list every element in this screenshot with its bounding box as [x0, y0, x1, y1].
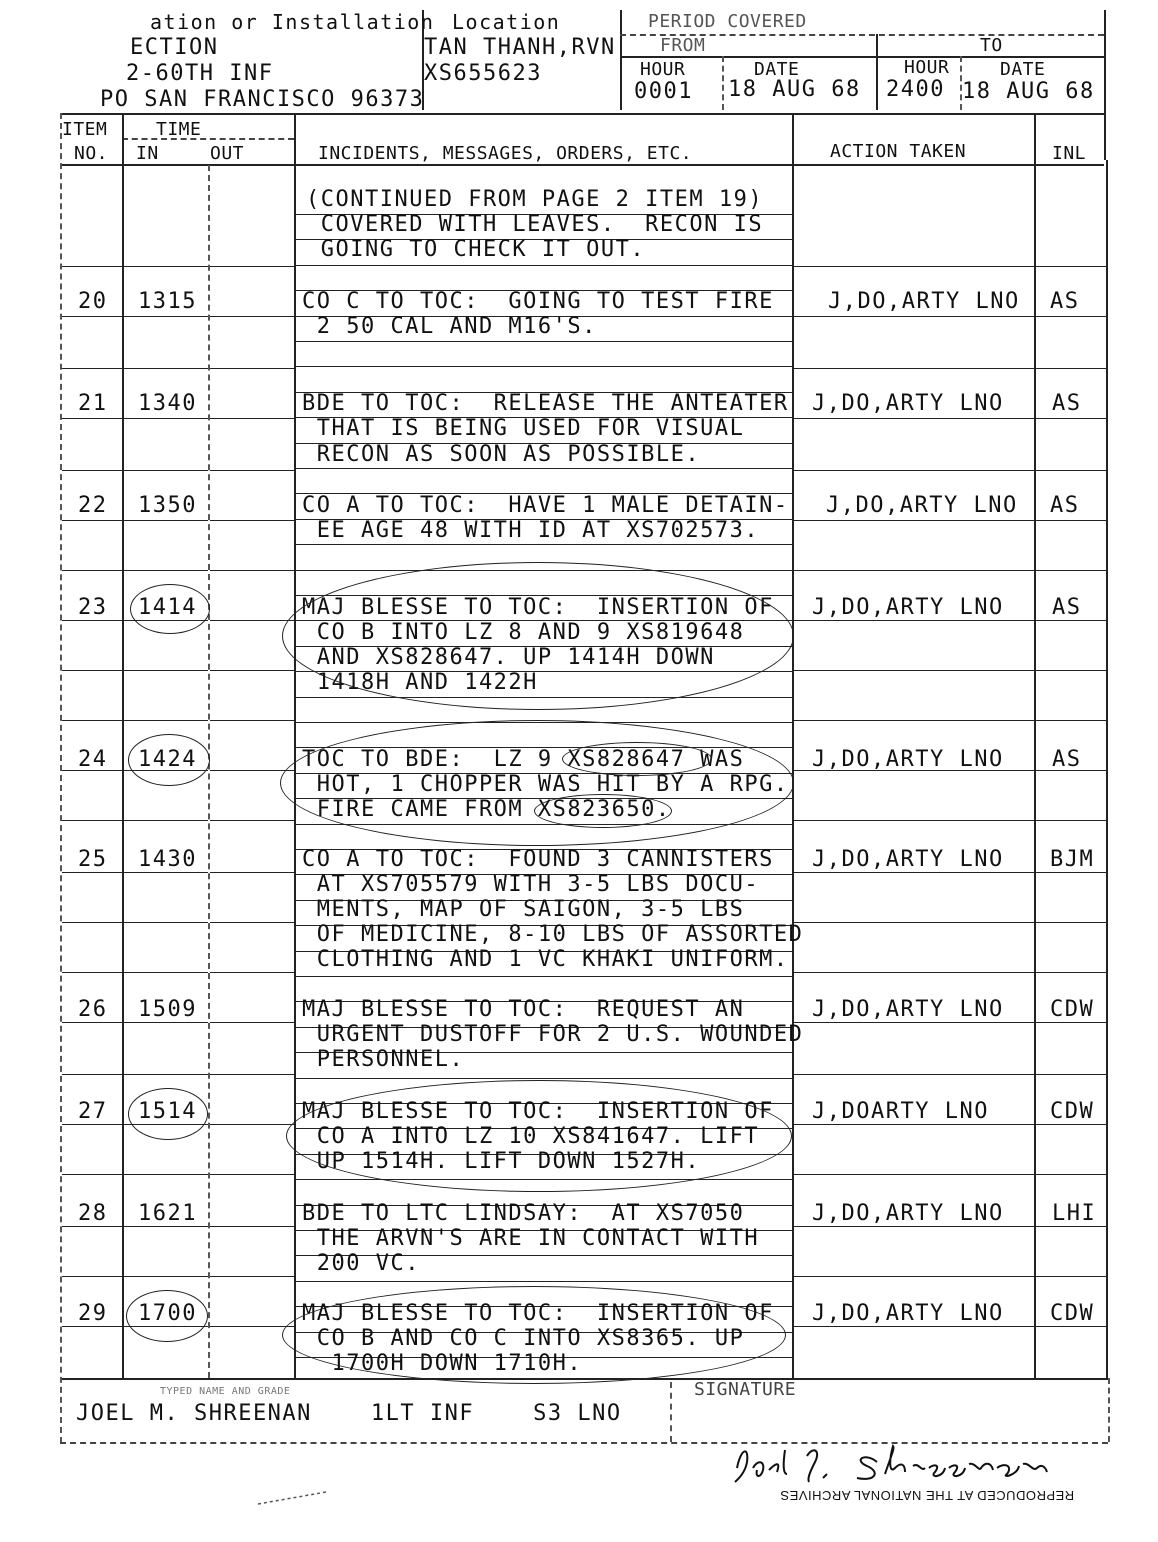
entry-text-line: (CONTINUED FROM PAGE 2 ITEM 19): [306, 187, 764, 212]
ruled-line: [210, 670, 294, 671]
ruled-line: [62, 1326, 122, 1327]
entry-text-line: AND XS828647. UP 1414H DOWN: [302, 645, 715, 670]
entry-text-line: CO A TO TOC: FOUND 3 CANNISTERS: [302, 847, 774, 872]
ruled-line: [124, 570, 208, 571]
ruled-line: [210, 1226, 294, 1227]
time-in: 1700: [138, 1301, 197, 1326]
ruled-line: [124, 368, 208, 369]
location-label: Location: [452, 10, 561, 34]
ruled-line: [124, 470, 208, 471]
entry-circle: [286, 1080, 792, 1192]
entry-text-line: HOT, 1 CHOPPER WAS HIT BY A RPG.: [302, 772, 789, 797]
ruled-line: [62, 720, 122, 721]
item-number: 26: [78, 997, 108, 1022]
ruled-line: [124, 1276, 208, 1277]
location-line-1: TAN THANH,RVN: [424, 35, 616, 60]
time-in: 1424: [138, 747, 197, 772]
from-hour-label: HOUR: [640, 59, 686, 80]
item-number: 21: [78, 391, 108, 416]
item-header: ITEM: [62, 119, 108, 140]
signature-graphic: [729, 1438, 1049, 1486]
item-number: 29: [78, 1301, 108, 1326]
ruled-line: [1036, 470, 1106, 471]
initials: CDW: [1050, 997, 1095, 1022]
entry-text-line: FIRE CAME FROM XS823650.: [302, 797, 671, 822]
ruled-line: [794, 470, 1034, 471]
grid-circle: [534, 794, 672, 828]
right-border: [1104, 10, 1106, 160]
from-hour: 0001: [634, 79, 693, 104]
ruled-line: [794, 670, 1034, 671]
signature: [686, 1398, 1049, 1535]
ruled-line: [1036, 720, 1106, 721]
ruled-line: [210, 1326, 294, 1327]
ruled-line: [124, 820, 208, 821]
initials: BJM: [1050, 847, 1095, 872]
time-in: 1509: [138, 997, 197, 1022]
entry-text-line: GOING TO CHECK IT OUT.: [306, 237, 646, 262]
ruled-line: [124, 922, 208, 923]
time-circle: [126, 1290, 208, 1342]
ruled-line: [794, 1022, 1034, 1023]
entry-text-line: 2 50 CAL AND M16'S.: [302, 314, 597, 339]
table-top-rule: [60, 113, 1104, 115]
initials: AS: [1050, 493, 1080, 518]
ruled-line: [62, 470, 122, 471]
ruled-line: [62, 620, 122, 621]
entry-text-line: BDE TO TOC: RELEASE THE ANTEATER: [302, 391, 789, 416]
action-taken: J,DO,ARTY LNO: [812, 847, 1004, 872]
time-rule: [122, 138, 294, 140]
scan-mark: [256, 1488, 336, 1508]
ruled-line: [794, 368, 1034, 369]
time-in: 1315: [138, 289, 197, 314]
col-divider-inl: [1034, 113, 1036, 1379]
ruled-line: [1036, 368, 1106, 369]
ruled-line: [210, 620, 294, 621]
entry-text-line: CO A INTO LZ 10 XS841647. LIFT: [302, 1124, 760, 1149]
ruled-line: [1036, 1124, 1106, 1125]
ruled-line: [794, 720, 1034, 721]
action-taken: J,DO,ARTY LNO: [812, 1301, 1004, 1326]
ruled-line: [62, 1276, 122, 1277]
ruled-line: [62, 670, 122, 671]
ruled-line: [1036, 872, 1106, 873]
to-date: 18 AUG 68: [962, 79, 1095, 104]
ruled-line: [296, 341, 792, 342]
time-circle: [128, 1088, 208, 1140]
ruled-line: [124, 520, 208, 521]
initials: AS: [1050, 289, 1080, 314]
entry-circle: [282, 562, 794, 710]
item-number: 25: [78, 847, 108, 872]
ruled-line: [296, 366, 792, 367]
from-date-label: DATE: [754, 59, 800, 80]
ruled-line: [124, 418, 208, 419]
incidents-header: INCIDENTS, MESSAGES, ORDERS, ETC.: [318, 143, 693, 164]
entry-text-line: 200 VC.: [302, 1251, 420, 1276]
ruled-line: [296, 468, 792, 469]
period-divider: [722, 56, 724, 110]
entry-text-line: COVERED WITH LEAVES. RECON IS: [306, 212, 764, 237]
item-number: 22: [78, 493, 108, 518]
ruled-line: [1036, 620, 1106, 621]
ruled-line: [1036, 1074, 1106, 1075]
ruled-line: [124, 972, 208, 973]
to-hour: 2400: [886, 77, 945, 102]
time-in: 1514: [138, 1099, 197, 1124]
ruled-line: [794, 1326, 1034, 1327]
ruled-line: [62, 1226, 122, 1227]
entry-text-line: BDE TO LTC LINDSAY: AT XS7050: [302, 1201, 745, 1226]
time-in: 1414: [138, 595, 197, 620]
entry-text-line: EE AGE 48 WITH ID AT XS702573.: [302, 518, 760, 543]
ruled-line: [210, 316, 294, 317]
ruled-line: [1036, 1326, 1106, 1327]
ruled-line: [1036, 1226, 1106, 1227]
ruled-line: [210, 1022, 294, 1023]
ruled-line: [210, 470, 294, 471]
ruled-line: [210, 1074, 294, 1075]
ruled-line: [1036, 1022, 1106, 1023]
org-line-2: 2-60TH INF: [126, 61, 274, 86]
action-taken: J,DOARTY LNO: [812, 1099, 989, 1124]
item-number: 27: [78, 1099, 108, 1124]
ruled-line: [210, 570, 294, 571]
action-header: ACTION TAKEN: [830, 141, 967, 162]
item-no-header: NO.: [74, 143, 109, 164]
ruled-line: [296, 544, 792, 545]
entry-text-line: MAJ BLESSE TO TOC: INSERTION OF: [302, 595, 774, 620]
location-line-2: XS655623: [424, 61, 542, 86]
to-label: TO: [980, 35, 1003, 56]
entry-text-line: MENTS, MAP OF SAIGON, 3-5 LBS: [302, 897, 745, 922]
item-number: 23: [78, 595, 108, 620]
header-divider: [620, 10, 622, 110]
entry-text-line: MAJ BLESSE TO TOC: REQUEST AN: [302, 997, 745, 1022]
footer-divider: [670, 1382, 672, 1442]
ruled-line: [296, 976, 792, 977]
ruled-line: [794, 570, 1034, 571]
to-date-label: DATE: [1000, 59, 1046, 80]
item-number: 20: [78, 289, 108, 314]
ruled-line: [62, 872, 122, 873]
ruled-line: [124, 1074, 208, 1075]
ruled-line: [794, 972, 1034, 973]
ruled-line: [210, 922, 294, 923]
ruled-line: [794, 266, 1034, 267]
ruled-line: [794, 620, 1034, 621]
entry-circle: [280, 720, 794, 846]
initials: AS: [1052, 747, 1082, 772]
officer-name: JOEL M. SHREENAN 1LT INF S3 LNO: [76, 1401, 622, 1426]
ruled-line: [62, 316, 122, 317]
right-border: [1106, 160, 1108, 1380]
ruled-line: [124, 1174, 208, 1175]
ruled-line: [296, 265, 792, 266]
entry-text-line: MAJ BLESSE TO TOC: INSERTION OF: [302, 1301, 774, 1326]
ruled-line: [1036, 1174, 1106, 1175]
ruled-line: [124, 1022, 208, 1023]
ruled-line: [210, 872, 294, 873]
entry-text-line: CO C TO TOC: GOING TO TEST FIRE: [302, 289, 774, 314]
ruled-line: [124, 316, 208, 317]
ruled-line: [210, 418, 294, 419]
inl-header: INL: [1052, 143, 1087, 164]
entry-text-line: 1418H AND 1422H: [302, 670, 538, 695]
ruled-line: [296, 1281, 792, 1282]
from-date: 18 AUG 68: [728, 77, 861, 102]
ruled-line: [1036, 520, 1106, 521]
ruled-line: [794, 1226, 1034, 1227]
action-taken: J,DO,ARTY LNO: [826, 493, 1018, 518]
ruled-line: [62, 368, 122, 369]
initials: CDW: [1050, 1099, 1095, 1124]
ruled-line: [1036, 266, 1106, 267]
entry-text-line: UP 1514H. LIFT DOWN 1527H.: [302, 1149, 701, 1174]
ruled-line: [210, 820, 294, 821]
ruled-line: [62, 922, 122, 923]
officer-label: TYPED NAME AND GRADE: [160, 1386, 291, 1397]
org-line-1: ECTION: [130, 35, 219, 60]
ruled-line: [1036, 972, 1106, 973]
entry-text-line: URGENT DUSTOFF FOR 2 U.S. WOUNDED: [302, 1022, 804, 1047]
entry-text-line: 1700H DOWN 1710H.: [302, 1351, 583, 1376]
ruled-line: [62, 520, 122, 521]
ruled-line: [124, 720, 208, 721]
action-taken: J,DO,ARTY LNO: [828, 289, 1020, 314]
ruled-line: [1036, 1276, 1106, 1277]
ruled-line: [794, 1276, 1034, 1277]
left-border: [60, 113, 62, 1443]
initials: LHI: [1052, 1201, 1097, 1226]
ruled-line: [794, 316, 1034, 317]
footer-right-border: [1108, 1378, 1110, 1442]
ruled-line: [210, 1174, 294, 1175]
entry-text-line: PERSONNEL.: [302, 1047, 465, 1072]
ruled-line: [1036, 316, 1106, 317]
ruled-line: [1036, 418, 1106, 419]
entry-text-line: THAT IS BEING USED FOR VISUAL: [302, 416, 745, 441]
col-divider-item: [122, 113, 124, 1379]
in-header: IN: [136, 143, 159, 164]
ruled-line: [210, 266, 294, 267]
time-in: 1430: [138, 847, 197, 872]
ruled-line: [1036, 922, 1106, 923]
item-number: 28: [78, 1201, 108, 1226]
entry-text-line: CO A TO TOC: HAVE 1 MALE DETAIN-: [302, 493, 789, 518]
time-in: 1350: [138, 493, 197, 518]
ruled-line: [210, 720, 294, 721]
ruled-line: [794, 1174, 1034, 1175]
ruled-line: [1036, 570, 1106, 571]
col-divider-time: [208, 165, 210, 1378]
period-label: PERIOD COVERED: [648, 11, 807, 32]
initials: AS: [1052, 595, 1082, 620]
action-taken: J,DO,ARTY LNO: [812, 747, 1004, 772]
time-circle: [130, 584, 210, 634]
col-divider-incidents: [294, 113, 296, 1379]
ruled-line: [794, 520, 1034, 521]
col-divider-action: [792, 113, 794, 1379]
ruled-line: [62, 1124, 122, 1125]
ruled-line: [794, 1124, 1034, 1125]
ruled-line: [210, 972, 294, 973]
entry-text-line: THE ARVN'S ARE IN CONTACT WITH: [302, 1226, 760, 1251]
action-taken: J,DO,ARTY LNO: [812, 1201, 1004, 1226]
grid-circle: [562, 742, 712, 776]
ruled-line: [62, 418, 122, 419]
out-header: OUT: [210, 143, 245, 164]
time-in: 1340: [138, 391, 197, 416]
ruled-line: [794, 820, 1034, 821]
ruled-line: [210, 770, 294, 771]
action-taken: J,DO,ARTY LNO: [812, 595, 1004, 620]
archive-stamp: REPRODUCED AT THE NATIONAL ARCHIVES: [780, 1488, 1075, 1503]
ruled-line: [296, 1078, 792, 1079]
entry-text-line: CLOTHING AND 1 VC KHAKI UNIFORM.: [302, 947, 789, 972]
entry-circle: [282, 1286, 786, 1384]
ruled-line: [794, 418, 1034, 419]
entry-text-line: CO B INTO LZ 8 AND 9 XS819648: [302, 620, 745, 645]
ruled-line: [62, 570, 122, 571]
item-number: 24: [78, 747, 108, 772]
entry-text-line: MAJ BLESSE TO TOC: INSERTION OF: [302, 1099, 774, 1124]
ruled-line: [210, 520, 294, 521]
entry-text-line: TOC TO BDE: LZ 9 XS828647 WAS: [302, 747, 745, 772]
ruled-line: [62, 1022, 122, 1023]
ruled-line: [794, 922, 1034, 923]
action-taken: J,DO,ARTY LNO: [812, 391, 1004, 416]
ruled-line: [1036, 820, 1106, 821]
ruled-line: [1036, 670, 1106, 671]
initials: CDW: [1050, 1301, 1095, 1326]
ruled-line: [62, 820, 122, 821]
time-circle: [128, 734, 210, 786]
ruled-line: [62, 1174, 122, 1175]
ruled-line: [210, 1276, 294, 1277]
ruled-line: [62, 1074, 122, 1075]
entry-text-line: RECON AS SOON AS POSSIBLE.: [302, 442, 701, 467]
from-label: FROM: [660, 35, 706, 56]
time-in: 1621: [138, 1201, 197, 1226]
org-label: ation or Installation: [150, 10, 435, 34]
ruled-line: [210, 368, 294, 369]
initials: AS: [1052, 391, 1082, 416]
entry-text-line: OF MEDICINE, 8-10 LBS OF ASSORTED: [302, 922, 804, 947]
entry-text-line: CO B AND CO C INTO XS8365. UP: [302, 1326, 745, 1351]
ruled-line: [210, 1124, 294, 1125]
ruled-line: [794, 1074, 1034, 1075]
action-taken: J,DO,ARTY LNO: [812, 997, 1004, 1022]
ruled-line: [124, 872, 208, 873]
ruled-line: [62, 972, 122, 973]
period-divider: [876, 34, 878, 110]
ruled-line: [124, 266, 208, 267]
time-header: TIME: [156, 119, 202, 140]
ruled-line: [62, 266, 122, 267]
entry-text-line: AT XS705579 WITH 3-5 LBS DOCU-: [302, 872, 760, 897]
ruled-line: [124, 1226, 208, 1227]
to-hour-label: HOUR: [904, 57, 950, 78]
org-line-3: PO SAN FRANCISCO 96373: [100, 87, 425, 112]
signature-label: SIGNATURE: [694, 1379, 797, 1400]
ruled-line: [124, 670, 208, 671]
ruled-line: [794, 872, 1034, 873]
